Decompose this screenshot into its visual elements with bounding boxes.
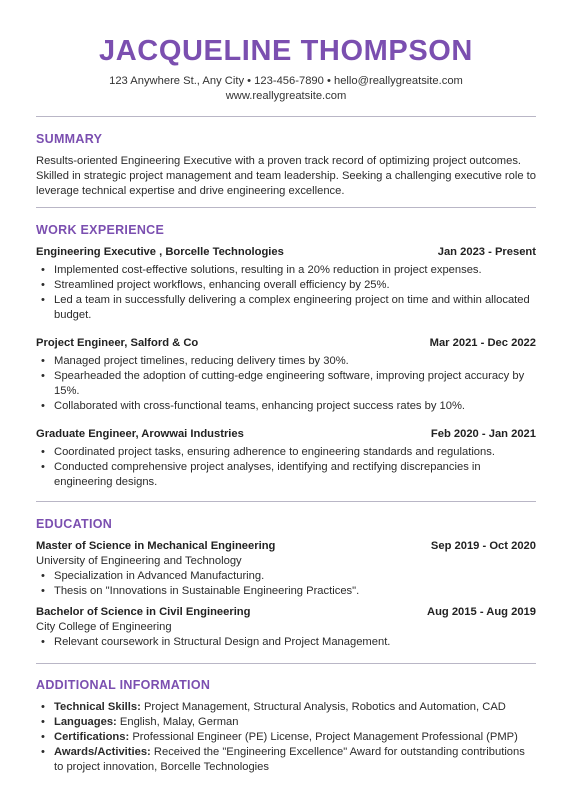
job-role: Engineering Executive , Borcelle Technologies [36, 246, 284, 258]
summary-title: SUMMARY [36, 132, 103, 146]
job-entry [36, 427, 536, 490]
school: University of Engineering and Technology [36, 555, 242, 567]
education-dates: Sep 2019 - Oct 2020 [430, 540, 536, 552]
education-title: EDUCATION [36, 517, 113, 531]
website: www.reallygreatsite.com [225, 90, 347, 102]
list-item: • Conducted comprehensive project analyses, identifying and rectifying discrepancies in engineering designs. [36, 460, 536, 490]
list-item: • Coordinated project tasks, ensuring adherence to engineering standards and regulations. [36, 445, 536, 460]
list-item: • Relevant coursework in Structural Design and Project Management. [36, 635, 536, 650]
work-experience-title: WORK EXPERIENCE [36, 223, 165, 237]
list-item: • Collaborated with cross-functional teams, enhancing project success rates by 10%. [36, 399, 536, 414]
list-item: • Managed project timelines, reducing delivery times by 30%. [36, 354, 536, 369]
divider [36, 501, 536, 502]
education-entry [36, 605, 536, 650]
divider [36, 663, 536, 664]
list-item: • Certifications: Professional Engineer (PE) License, Project Management Professional (PMP) [36, 730, 536, 745]
candidate-name: JACQUELINE THOMPSON [99, 35, 473, 67]
additional-list [36, 700, 536, 775]
divider [36, 207, 536, 208]
education-dates: Aug 2015 - Aug 2019 [426, 606, 536, 618]
list-item: • Awards/Activities: Received the "Engineering Excellence" Award for outstanding contributions to project innovation, Borcelle Technologies [36, 745, 536, 775]
list-item: • Specialization in Advanced Manufacturing. [36, 569, 536, 584]
list-item: • Thesis on "Innovations in Sustainable Engineering Practices". [36, 584, 536, 599]
degree: Bachelor of Science in Civil Engineering [36, 606, 251, 618]
degree: Master of Science in Mechanical Engineering [36, 540, 276, 552]
list-item: • Streamlined project workflows, enhancing overall efficiency by 25%. [36, 278, 536, 293]
job-dates: Feb 2020 - Jan 2021 [430, 428, 536, 440]
job-role: Graduate Engineer, Arowwai Industries [36, 428, 244, 440]
summary-text: Results-oriented Engineering Executive with a proven track record of optimizing project outcomes. Skilled in strategic project management and team leadership. Seeking a challenging executive role to leverage technical expertise and drive engineering excellence. [36, 155, 537, 197]
contact-line: 123 Anywhere St., Any City • 123-456-7890 • hello@reallygreatsite.com [109, 75, 463, 87]
list-item: • Implemented cost-effective solutions, resulting in a 20% reduction in project expenses. [36, 263, 536, 278]
job-entry [36, 336, 536, 414]
list-item: • Languages: English, Malay, German [36, 715, 536, 730]
job-dates: Jan 2023 - Present [437, 246, 536, 258]
contact-info [36, 74, 536, 104]
list-item: • Led a team in successfully delivering a complex engineering project on time and within allocated budget. [36, 293, 536, 323]
education-entry [36, 539, 536, 599]
additional-information-title: ADDITIONAL INFORMATION [36, 678, 211, 692]
job-dates: Mar 2021 - Dec 2022 [429, 337, 536, 349]
list-item: • Spearheaded the adoption of cutting-edge engineering software, improving project accuracy by 15%. [36, 369, 536, 399]
list-item: • Technical Skills: Project Management, Structural Analysis, Robotics and Automation, CAD [36, 700, 536, 715]
divider [36, 116, 536, 117]
job-role: Project Engineer, Salford & Co [36, 337, 199, 349]
school: City College of Engineering [36, 621, 172, 633]
job-entry [36, 245, 536, 323]
